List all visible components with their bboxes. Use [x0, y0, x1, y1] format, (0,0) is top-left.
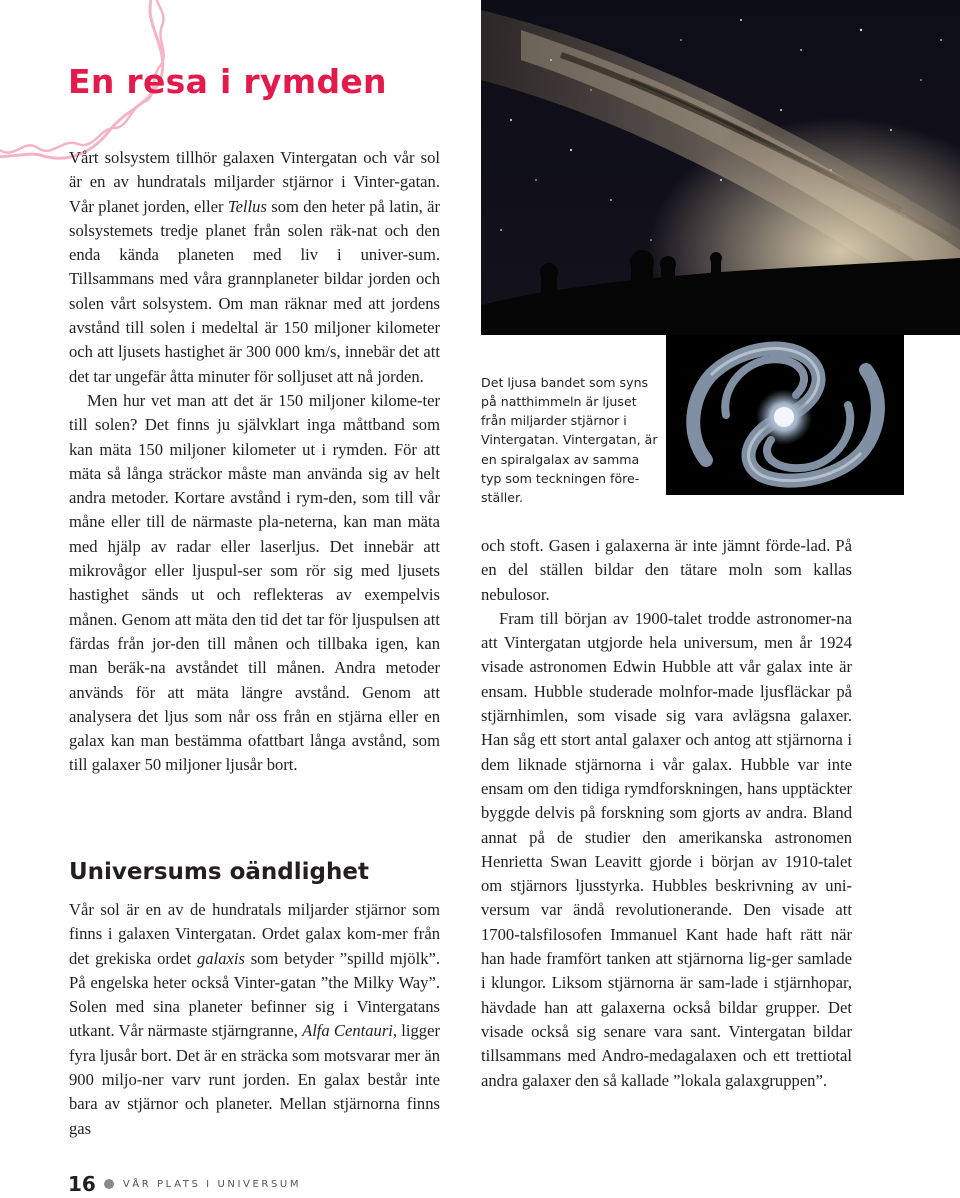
footer-dot-icon — [104, 1179, 114, 1189]
intro-italic-term: Tellus — [227, 196, 267, 216]
intro-column — [69, 146, 440, 778]
section-italic-galaxis: galaxis — [196, 948, 245, 968]
intro-text-1: Vårt solsystem tillhör galaxen Vintergatan och vår sol är en av hundratals miljarder stjärnor i Vinter-gatan. Vår planet jorden, eller — [69, 148, 440, 216]
page-number: 16 — [68, 1172, 96, 1196]
spiral-galaxy-drawing — [666, 335, 904, 495]
right-paragraph-1: och stoft. Gasen i galaxerna är inte jämnt förde-lad. På en del ställen bildar den tätare moln som kallas nebulosor. — [481, 536, 852, 604]
section-text-1: Vår sol är en av de hundratals miljarder stjärnor som finns i galaxen Vintergatan. Ordet galax kom-mer från det grekiska ordet — [69, 900, 440, 968]
measure-paragraph: Men hur vet man att det är 150 miljoner kilome-ter till solen? Det finns ju självklart inga måttband som kan mäta 150 miljoner kilometer ut i rymden. För att mäta så långa sträckor måste man använda sig av helt andra metoder. Kortare avstånd i rym-den, som till vår måne eller till de närmaste pla-neterna, kan man mäta med hjälp av radar eller laserljus. Det innebär att mikrovågor eller ljuspul-ser som rör sig med ljusets hastighet sänds ut och reflekteras av exempelvis månen. Genom att mäta den tid det tar för ljuspulsen att färdas från jor-den till månen och tillbaka igen, kan man beräk-na avståndet till månen. Andra metoder används för att mäta längre avstånd. Genom att analysera det ljus som når oss från en stjärna eller en galax kan man bestämma ofattbart långa avstånd, som till galaxer 50 miljoner ljusår bort. — [69, 390, 440, 775]
section-paragraph — [69, 898, 440, 1141]
page-title: En resa i rymden — [68, 62, 387, 101]
section-text-3: , ligger fyra ljusår bort. Det är en sträcka som motsvarar mer än 900 miljo-ner varv runt jorden. En galax består inte bara av stjärnor och planeter. Mellan stjärnorna finns gas — [69, 1021, 440, 1138]
milky-way-photo — [481, 0, 960, 335]
intro-paragraph — [69, 146, 440, 389]
photo-caption: Det ljusa bandet som syns på natthimmeln är ljuset från miljarder stjärnor i Vintergatan. Vintergatan, är en spiralgalax av samma typ som teckningen före-ställer. — [481, 374, 658, 506]
right-paragraph-2: Fram till början av 1900-talet trodde astronomer-na att Vintergatan utgjorde hela universum, men år 1924 visade astronomen Edwin Hubble att vår galax inte är ensam. Hubble studerade molnfor-made ljusfläckar på stjärnhimlen, som visade sig vara avlägsna galaxer. Han såg ett stort antal galaxer och antog att stjärnorna i dem liknade stjärnorna i vår galax. Hubble var inte ensam om den tidiga rymdforskningen, hans upptäckter byggde delvis på forskning som gjorts av andra. Bland annat på de studier den amerikanska astronomen Henrietta Swan Leavitt gjorde i början av 1910-talet om stjärnors ljusstyrka. Hubbles beskrivning av uni-versum var ändå revolutionerande. Den visade att 1700-talsfilosofen Immanuel Kant hade haft rätt när han hade framfört tanken att stjärnorna lig-ger samlade i klungor. Liksom stjärnorna är sam-lade i stjärnhopar, hävdade han att galaxerna också bildar grupper. Det visade också sig senare vara sant. Vintergatan bildar tillsammans med Andro-medagalaxen och ett trettiotal andra galaxer den så kallade ”lokala galaxgruppen”. — [481, 608, 852, 1090]
section-heading: Universums oändlighet — [69, 859, 369, 885]
right-column — [481, 534, 852, 1093]
section-text-2: som betyder ”spilld mjölk”. På engelska heter också Vinter-gatan ”the Milky Way”. Solen med sina planeter befinner sig i Vintergatans utkant. Vår närmaste stjärngranne, — [69, 948, 441, 1041]
section-italic-alfa-centauri: Alfa Centauri — [302, 1021, 393, 1041]
intro-text-2: som den heter på latin, är solsystemets tredje planet från solen räk-nat och den enda kända planeten med liv i univer-sum. Tillsammans med våra grannplaneter bildar jorden och solen vårt solsystem. Om man räknar med att jordens avstånd till solen i medeltal är 150 miljoner kilometer och att ljusets hastighet är 300 000 km/s, innebär det att det tar ungefär åtta minuter för solljuset att nå jorden. — [69, 196, 441, 386]
section-column — [69, 898, 440, 1141]
running-title: VÅR PLATS I UNIVERSUM — [122, 1178, 302, 1190]
